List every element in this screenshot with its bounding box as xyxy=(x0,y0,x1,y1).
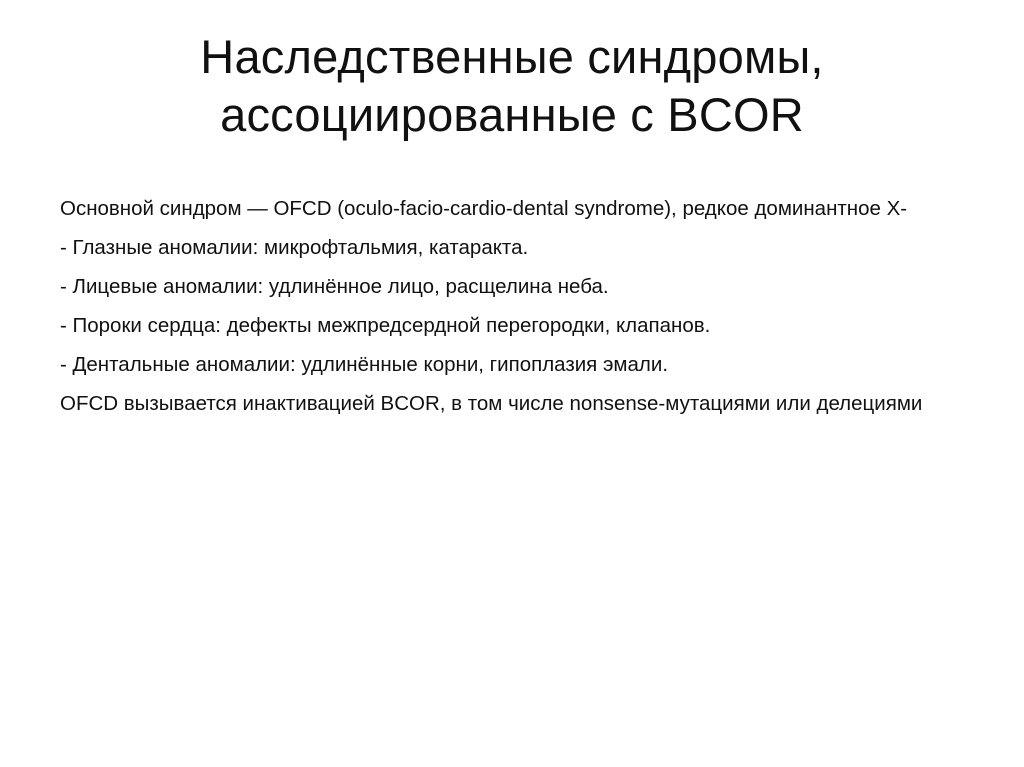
body-line-eye-anomalies: - Глазные аномалии: микрофтальмия, катаракта. xyxy=(60,236,529,259)
body-line-heart-defects: - Пороки сердца: дефекты межпредсердной перегородки, клапанов. xyxy=(60,314,711,337)
body-line-ofcd-cause: OFCD вызывается инактивацией BCOR, в том числе nonsense-мутациями или делециями xyxy=(60,392,923,415)
body-line-main-syndrome: Основной синдром — OFCD (oculo-facio-cardio-dental syndrome), редкое доминантное X- xyxy=(60,197,908,220)
slide-title-line-1: Наследственные синдромы, xyxy=(200,30,824,83)
slide-body xyxy=(60,196,1024,430)
slide-title xyxy=(0,28,1024,144)
body-line-dental-anomalies: - Дентальные аномалии: удлинённые корни, гипоплазия эмали. xyxy=(60,353,669,376)
body-line-facial-anomalies: - Лицевые аномалии: удлинённое лицо, расщелина неба. xyxy=(60,275,609,298)
slide-title-line-2: ассоциированные с BCOR xyxy=(220,88,804,141)
